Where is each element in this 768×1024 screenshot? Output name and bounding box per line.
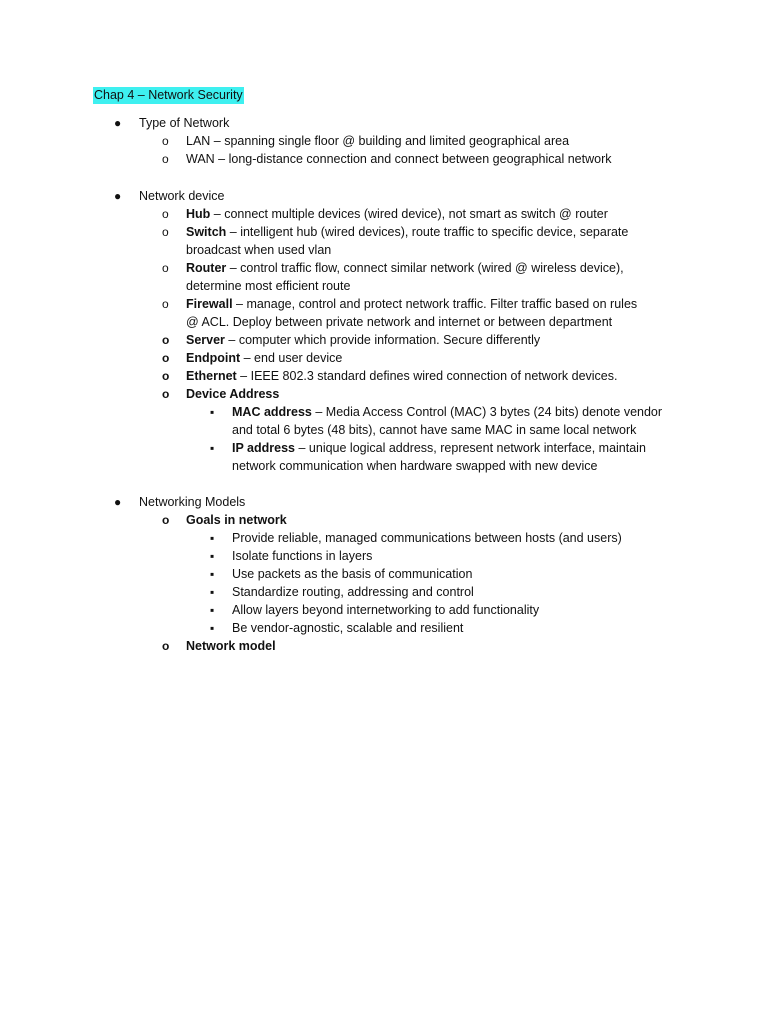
item-text: Provide reliable, managed communications between hosts (and users) [232,531,622,545]
list-item [0,529,768,547]
item-text: Isolate functions in layers [232,549,373,563]
section-heading: Network device [139,189,225,203]
bullet-marker: o [162,387,170,401]
item-term: Switch [186,225,227,239]
bullet-marker: ▪ [210,531,215,545]
list-item [0,259,768,277]
item-text: – unique logical address, represent network interface, maintain [295,441,646,455]
list-item [0,114,768,132]
item-term: Network model [186,639,276,653]
bullet-marker: o [162,207,169,221]
list-item [0,637,768,655]
section-network-device [0,187,768,475]
item-text: and total 6 bytes (48 bits), cannot have same MAC in same local network [232,423,637,437]
bullet-marker: ▪ [210,585,215,599]
list-item [0,295,768,313]
list-item [0,439,768,457]
list-item [0,583,768,601]
item-term: Router [186,261,227,275]
list-item [0,547,768,565]
item-text: determine most efficient route [186,279,351,293]
item-term: Server [186,333,225,347]
item-text: – end user device [240,351,343,365]
bullet-marker: o [162,225,169,239]
bullet-marker: o [162,351,170,365]
bullet-marker: o [162,297,169,311]
list-item [0,132,768,150]
item-text: broadcast when used vlan [186,243,332,257]
item-term: Goals in network [186,513,287,527]
item-term: Firewall [186,297,233,311]
item-text: @ ACL. Deploy between private network and internet or between department [186,315,613,329]
bullet-marker: o [162,369,170,383]
item-continuation [0,313,768,331]
item-text: WAN – long-distance connection and connect between geographical network [186,152,612,166]
item-text: – manage, control and protect network traffic. Filter traffic based on rules [232,297,638,311]
list-item [0,565,768,583]
item-text: LAN – spanning single floor @ building and limited geographical area [186,134,570,148]
bullet-marker: ● [114,116,122,130]
item-text: Standardize routing, addressing and control [232,585,474,599]
item-text: network communication when hardware swapped with new device [232,459,598,473]
bullet-marker: ▪ [210,441,215,455]
bullet-marker: ▪ [210,621,215,635]
bullet-marker: ● [114,189,122,203]
bullet-marker: o [162,261,169,275]
bullet-marker: o [162,134,169,148]
item-term: Ethernet [186,369,237,383]
section-heading: Networking Models [139,495,246,509]
list-item [0,349,768,367]
bullet-marker: o [162,513,170,527]
list-item [0,223,768,241]
section-type-of-network [0,114,768,168]
list-item [0,511,768,529]
item-text: – IEEE 802.3 standard defines wired connection of network devices. [236,369,618,383]
item-term: Endpoint [186,351,241,365]
list-item [0,205,768,223]
item-text: – intelligent hub (wired devices), route traffic to specific device, separate [226,225,629,239]
bullet-marker: o [162,639,170,653]
item-text: – control traffic flow, connect similar network (wired @ wireless device), [226,261,624,275]
item-text: Use packets as the basis of communication [232,567,473,581]
item-text: – computer which provide information. Secure differently [224,333,541,347]
item-continuation [0,457,768,475]
bullet-marker: o [162,152,169,166]
bullet-marker: ▪ [210,405,215,419]
page-title: Chap 4 – Network Security [94,88,243,102]
item-text: Be vendor-agnostic, scalable and resilient [232,621,464,635]
section-networking-models [0,493,768,655]
list-item [0,187,768,205]
list-item [0,601,768,619]
list-item [0,150,768,168]
section-heading: Type of Network [139,116,230,130]
list-item [0,403,768,421]
item-term: IP address [232,441,296,455]
item-continuation [0,241,768,259]
item-continuation [0,421,768,439]
bullet-marker: o [162,333,170,347]
item-term: Device Address [186,387,280,401]
list-item [0,385,768,403]
list-item [0,331,768,349]
bullet-marker: ● [114,495,122,509]
list-item [0,493,768,511]
bullet-marker: ▪ [210,549,215,563]
bullet-marker: ▪ [210,603,215,617]
item-continuation [0,277,768,295]
item-term: Hub [186,207,211,221]
item-text: – Media Access Control (MAC) 3 bytes (24 bits) denote vendor [311,405,663,419]
bullet-marker: ▪ [210,567,215,581]
item-term: MAC address [232,405,312,419]
item-text: Allow layers beyond internetworking to add functionality [232,603,540,617]
list-item [0,367,768,385]
list-item [0,619,768,637]
item-text: – connect multiple devices (wired device), not smart as switch @ router [210,207,608,221]
